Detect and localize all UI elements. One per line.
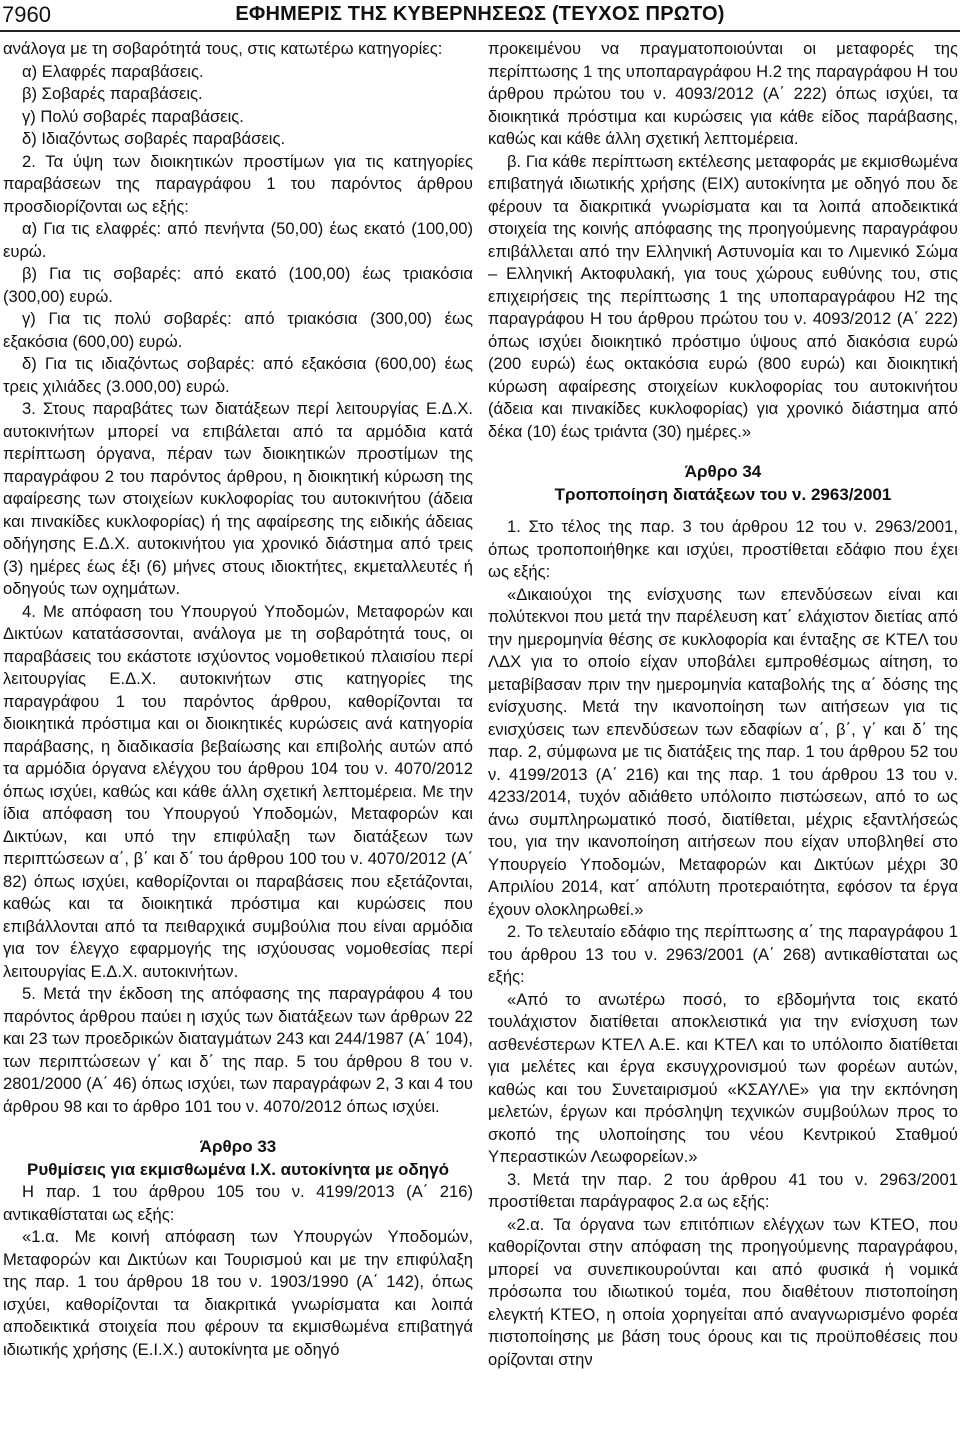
list-item: β) Για τις σοβαρές: από εκατό (100,00) έως τριακόσια (300,00) ευρώ. bbox=[3, 264, 473, 306]
paragraph: β. Για κάθε περίπτωση εκτέλεσης μεταφοράς με εκμισθωμένα επιβατηγά ιδιωτικής χρήσης (ΕΙΧ) αυτοκίνητα με οδηγό που δε φέρουν τα διακριτικά γνωρίσματα και τα λοιπά αποδεικτικά στοιχεία της κοινής απόφασης της προηγούμενης παραγράφου επιβάλλεται από την Ελληνική Αστυνομία και το Λιμενικό Σώμα – Ελληνική Ακτοφυλακή, για τους χώρους ευθύνης του, στις επιχειρήσεις της περίπτωσης 1 της υποπαραγράφου Η2 της παραγράφου Η του άρθρου πρώτου του ν. 4093/2012 (Α΄ 222) όπως ισχύει διοικητικό πρόστιμο ύψους από διακόσια ευρώ (200 ευρώ) έως οκτακόσια ευρώ (800 ευρώ) και διοικητική κύρωση αφαίρεσης στοιχείων κυκλοφορίας του αυτοκινήτου (άδεια και πινακίδες κυκλοφορίας) για χρονικό διάστημα από δέκα (10) έως τριάντα (30) ημέρες.» bbox=[488, 151, 958, 441]
article-title: Ρυθμίσεις για εκμισθωμένα Ι.Χ. αυτοκίνητα με οδηγό bbox=[27, 1159, 449, 1179]
page-header bbox=[0, 0, 960, 30]
page-number: 7960 bbox=[2, 2, 51, 27]
left-column bbox=[3, 38, 473, 1428]
paragraph: 2. Τα ύψη των διοικητικών προστίμων για τις κατηγορίες παραβάσεων της παραγράφου 1 του παρόντος άρθρου προσδιορίζονται ως εξής: bbox=[3, 151, 473, 216]
paragraph: 3. Μετά την παρ. 2 του άρθρου 41 του ν. 2963/2001 προστίθεται παράγραφος 2.α ως εξής: bbox=[488, 1169, 958, 1211]
list-item: α) Για τις ελαφρές: από πενήντα (50,00) έως εκατό (100,00) ευρώ. bbox=[3, 219, 473, 261]
list-item: α) Ελαφρές παραβάσεις. bbox=[22, 61, 204, 81]
paragraph: 5. Μετά την έκδοση της απόφασης της παραγράφου 4 του παρόντος άρθρου παύει η ισχύς των διατάξεων των άρθρων 22 και 23 των προεδρικών διαταγμάτων 243 και 244/1987 (Α΄ 104), των περιπτώσεων γ΄ και δ΄ της παρ. 5 του άρθρου 8 του ν. 2801/2000 (Α΄ 46) όπως ισχύει, των παραγράφων 2, 3 και 4 του άρθρου 98 και το άρθρο 101 του ν. 4070/2012 όπως ισχύει. bbox=[3, 984, 473, 1116]
right-column bbox=[488, 38, 958, 1428]
list-item: δ) Για τις ιδιαζόντως σοβαρές: από εξακόσια (600,00) έως τρεις χιλιάδες (3.000,00) ευρώ. bbox=[3, 354, 473, 396]
list-item: δ) Ιδιαζόντως σοβαρές παραβάσεις. bbox=[22, 129, 286, 148]
article-number: Άρθρο 34 bbox=[684, 462, 762, 481]
paragraph: προκειμένου να πραγματοποιούνται οι μεταφορές της περίπτωσης 1 της υποπαραγράφου Η.2 της παραγράφου Η του άρθρου πρώτου του ν. 4093/2012 (Α΄ 222) όπως ισχύει, τα διοικητικά πρόστιμα και κυρώσεις για κάθε είδος παράβασης, καθώς και κάθε άλλη σχετική λεπτομέρεια. bbox=[488, 39, 958, 148]
paragraph: 4. Με απόφαση του Υπουργού Υποδομών, Μεταφορών και Δικτύων κατατάσσονται, ανάλογα με τη σοβαρότητά τους, οι παραβάσεις του εκάστοτε ισχύοντος νομοθετικού πλαισίου περί λειτουργίας Ε.Δ.Χ. αυτοκινήτων στις κατηγορίες της παραγράφου 1 του παρόντος άρθρου, καθορίζονται τα διοικητικά πρόστιμα και οι διοικητικές κυρώσεις ανά κατηγορία παράβασης, η διαδικασία βεβαίωσης και επιβολής αυτών από τα αρμόδια όργανα ελέγχου του άρθρου 104 του ν. 4070/2012 όπως ισχύει, καθώς και κάθε άλλη σχετική λεπτομέρεια. Με την ίδια απόφαση του Υπουργού Υποδομών, Μεταφορών και Δικτύων, και υπό την επιφύλαξη των διατάξεων των περιπτώσεων α΄, β΄ και δ΄ του άρθρου 100 του ν. 4070/2012 (Α΄ 82) όπως ισχύει, καθορίζονται οι παραβάσεις που εξετάζονται, καθώς και τα διοικητικά πρόστιμα και κυρώσεις που επιβάλλονται από τα πειθαρχικά συμβούλια που είναι αρμόδια για τον έλεγχο εφαρμογής της ισχύουσας νομοθεσίας περί λειτουργίας Ε.Δ.Χ. αυτοκινήτων. bbox=[3, 601, 473, 981]
paragraph: Η παρ. 1 του άρθρου 105 του ν. 4199/2013 (Α΄ 216) αντικαθίσταται ως εξής: bbox=[3, 1182, 473, 1224]
article-title: Τροποποίηση διατάξεων του ν. 2963/2001 bbox=[554, 484, 892, 504]
list-item: γ) Πολύ σοβαρές παραβάσεις. bbox=[22, 106, 244, 126]
paragraph: «2.α. Τα όργανα των επιτόπιων ελέγχων των ΚΤΕΟ, που καθορίζονται στην απόφαση της προηγούμενης παραγράφου, μπορεί να συνεπικουρούνται και από φυσικά ή νομικά πρόσωπα του ιδιωτικού τομέα, που διαθέτουν πιστοποίηση ελεγκτή ΚΤΕΟ, η οποία χορηγείται από αναγνωρισμένο φορέα πιστοποίησης με βάση τους όρους και τις προϋποθέσεις που ορίζονται στην bbox=[488, 1214, 958, 1369]
article-number: Άρθρο 33 bbox=[199, 1137, 277, 1156]
journal-title: ΕΦΗΜΕΡΙΣ ΤΗΣ ΚΥΒΕΡΝΗΣΕΩΣ (ΤΕΥΧΟΣ ΠΡΩΤΟ) bbox=[235, 3, 725, 25]
paragraph: «1.α. Με κοινή απόφαση των Υπουργών Υποδομών, Μεταφορών και Δικτύων και Τουρισμού και με την επιφύλαξη της παρ. 1 του άρθρου 18 του ν. 1903/1990 (Α΄ 142), όπως ισχύει, καθορίζονται τα διακριτικά γνωρίσματα και λοιπά αποδεικτικά στοιχεία που φέρουν τα εκμισθωμένα επιβατηγά ιδιωτικής χρήσης (Ε.Ι.Χ.) αυτοκίνητα με οδηγό bbox=[3, 1227, 473, 1359]
paragraph: «Από το ανωτέρω ποσό, το εβδομήντα τοις εκατό τουλάχιστον διατίθεται αποκλειστικά για την ενίσχυση των ασθενέστερων ΚΤΕΛ Α.Ε. και ΚΤΕΛ και το υπόλοιπο διατίθεται για μελέτες και έργα εκσυγχρονισμού των φορέων αυτών, καθώς και του Συνεταιρισμού «ΚΣΑΥΛΕ» για την εκπόνηση μελετών, έργων και πρόσληψη τεχνικών συμβούλων προς το σκοπό της υλοποίησης του νέου Κεντρικού Σταθμού Υπεραστικών Λεωφορείων.» bbox=[488, 989, 958, 1166]
list-item: γ) Για τις πολύ σοβαρές: από τριακόσια (300,00) έως εξακόσια (600,00) ευρώ. bbox=[3, 309, 473, 351]
paragraph: «Δικαιούχοι της ενίσχυσης των επενδύσεων είναι και πολύτεκνοι που μετά την παρέλευση κατ΄ ελάχιστον διετίας από την ημερομηνία θέσης σε κυκλοφορία και ένταξης σε ΚΤΕΛ του ΛΔΧ για το οποίο είχαν υποβάλει εμπροθέσμως αίτηση, το μεταβίβασαν πριν την ημερομηνία καταβολής της α΄ δόσης της ενίσχυσης. Μετά την ικανοποίηση των αιτήσεων για τις ενισχύσεις των επενδύσεων των εδαφίων α΄, β΄, γ΄ και δ΄ της παρ. 2, σύμφωνα με τις διατάξεις της παρ. 1 του άρθρου 52 του ν. 4199/2013 (Α΄ 216) και της παρ. 1 του άρθρου 13 του ν. 4233/2014, τυχόν αδιάθετο υπόλοιπο πιστώσεων, από το ως άνω συμπληρωματικό ποσό, διατίθεται, μέχρις εξαντλήσεώς του, για την ικανοποίηση αιτήσεων που είχαν υποβληθεί στο Υπουργείο Υποδομών, Μεταφορών και Δικτύων μέχρι 30 Απριλίου 2014, κατ΄ απόλυτη προτεραιότητα, εφόσον τα έργα έχουν ολοκληρωθεί.» bbox=[488, 584, 958, 919]
paragraph: 3. Στους παραβάτες των διατάξεων περί λειτουργίας Ε.Δ.Χ. αυτοκινήτων μπορεί να επιβάλεται από τα αρμόδια κατά περίπτωση όργανα, πέραν των διοικητικών προστίμων της παραγράφου 2 του παρόντος άρθρου, η διοικητική κύρωση της αφαίρεσης των στοιχείων κυκλοφορίας του αυτοκινήτου (άδεια και πινακίδες κυκλοφορίας) ή της αφαίρεσης της ειδικής άδειας οδήγησης Ε.Δ.Χ. αυτοκινήτου για χρονικό διάστημα από τρεις (3) ημέρες έως έξι (6) μήνες στους ιδιοκτήτες, εκμεταλλευτές ή οδηγούς των οχημάτων. bbox=[3, 399, 473, 598]
paragraph: ανάλογα με τη σοβαρότητά τους, στις κατωτέρω κατηγορίες: bbox=[3, 39, 443, 58]
header-rule bbox=[0, 30, 960, 32]
paragraph: 1. Στο τέλος της παρ. 3 του άρθρου 12 του ν. 2963/2001, όπως τροποποιήθηκε και ισχύει, προστίθεται εδάφιο που έχει ως εξής: bbox=[488, 517, 958, 581]
paragraph: 2. Το τελευταίο εδάφιο της περίπτωσης α΄ της παραγράφου 1 του άρθρου 13 του ν. 2963/2001 (Α΄ 268) αντικαθίσταται ως εξής: bbox=[488, 922, 958, 986]
list-item: β) Σοβαρές παραβάσεις. bbox=[22, 84, 203, 103]
